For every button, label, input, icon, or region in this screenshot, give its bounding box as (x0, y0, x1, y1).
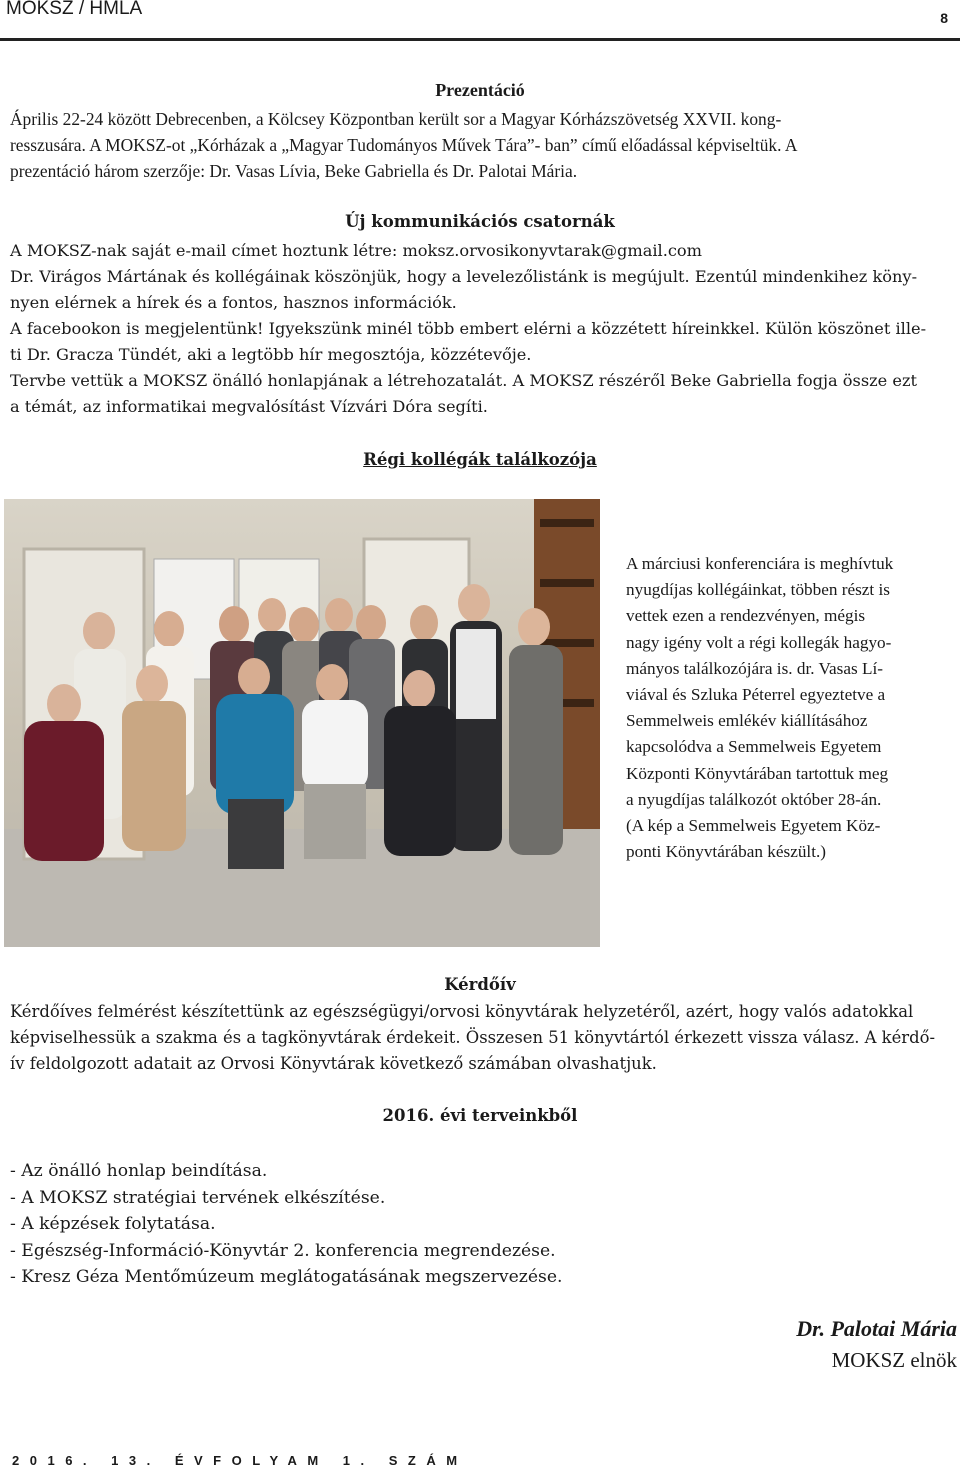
text-line: ív feldolgozott adatait az Orvosi Könyvtárak következő számában olvashatjuk. (10, 1054, 657, 1073)
text-line: Kérdőíves felmérést készítettünk az egészségügyi/orvosi könyvtárak helyzetéről, azért, hogy valós adatokkal (10, 1002, 914, 1021)
group-photo-icon (4, 499, 600, 947)
footer-issue: 2016. 13. ÉVFOLYAM 1. SZÁM (12, 1453, 468, 1468)
signature-role: MOKSZ elnök (831, 1348, 957, 1372)
header-divider (0, 38, 960, 41)
plans-list (10, 1158, 562, 1291)
list-item: - Kresz Géza Mentőmúzeum meglátogatásának megszervezése. (10, 1267, 563, 1287)
text-line: a nyugdíjas találkozót október 28-án. (626, 789, 882, 809)
text-line: (A kép a Semmelweis Egyetem Köz- (626, 816, 881, 836)
text-line: ponti Könyvtárában készült.) (626, 842, 826, 862)
heading-kerdoiv: Kérdőív (444, 975, 516, 994)
list-item: - A képzések folytatása. (10, 1214, 216, 1234)
list-item: - A MOKSZ stratégiai tervének elkészítése. (10, 1187, 386, 1208)
text-line: prezentáció három szerzője: Dr. Vasas Lívia, Beke Gabriella és Dr. Palotai Mária. (10, 161, 578, 181)
text-line: Semmelweis emlékév kiállításához (626, 711, 868, 731)
text-line: nyugdíjas kollégáinkat, többen részt is (626, 580, 890, 600)
list-item: - Egészség-Információ-Könyvtár 2. konferencia megrendezése. (10, 1240, 556, 1261)
text-line: vettek ezen a rendezvényen, mégis (626, 606, 866, 626)
text-line: Április 22-24 között Debrecenben, a Kölcsey Központban került sor a Magyar Kórházszövetség XXVII. kong- (10, 109, 782, 129)
text-line: A facebookon is megjelentünk! Igyekszünk minél több embert elérni a közzétett híreinkkel. Külön köszönet ille- (10, 319, 927, 338)
text-line: kapcsolódva a Semmelweis Egyetem (626, 737, 882, 757)
text-line: a témát, az informatikai megvalósítást Vízvári Dóra segíti. (10, 397, 488, 416)
paragraph-kommunikacio (10, 238, 958, 420)
text-line: A márciusi konferenciára is meghívtuk (626, 554, 894, 573)
signature-name: Dr. Palotai Mária (796, 1316, 957, 1341)
text-line: mányos találkozójára is. dr. Vasas Lí- (626, 658, 883, 678)
paragraph-regi-kollegak (626, 551, 959, 865)
text-line: nagy igény volt a régi kollegák hagyo- (626, 632, 892, 652)
text-line: viával és Szluka Péterrel egyeztetve a (626, 685, 886, 705)
heading-prezentacio: Prezentáció (435, 80, 525, 100)
paragraph-prezentacio (10, 106, 958, 184)
text-line: Dr. Virágos Mártának és kollégáinak köszönjük, hogy a levelezőlistánk is megújult. Ezentúl mindenkihez köny- (10, 267, 918, 286)
heading-tervek: 2016. évi terveinkből (382, 1106, 578, 1125)
text-line: nyen elérnek a hírek és a fontos, hasznos információk. (10, 293, 457, 312)
text-line: ti Dr. Gracza Tündét, aki a legtöbb hír megosztója, közzétevője. (10, 345, 532, 364)
page-number: 8 (940, 10, 948, 26)
text-line: képviselhessük a szakma és a tagkönyvtárak érdekeit. Összesen 51 könyvtártól érkezett vissza válasz. A kérdő- (10, 1028, 936, 1047)
text-line: resszusára. A MOKSZ-ot „Kórházak a „Magyar Tudományos Művek Tára”- ban” című előadással képviseltük. A (10, 135, 798, 155)
heading-kommunikacio: Új kommunikációs csatornák (345, 212, 615, 231)
paragraph-kerdoiv (10, 999, 958, 1077)
text-line: Tervbe vettük a MOKSZ önálló honlapjának a létrehozatalát. A MOKSZ részéről Beke Gabriella fogja össze ezt (10, 371, 918, 390)
text-line: Központi Könyvtárában tartottuk meg (626, 763, 889, 783)
header-title: MOKSZ / HMLA (6, 0, 143, 19)
group-photo (4, 499, 600, 947)
list-item: - Az önálló honlap beindítása. (10, 1161, 268, 1181)
heading-regi-kollegak: Régi kollégák találkozója (363, 450, 597, 469)
text-line: A MOKSZ-nak saját e-mail címet hoztunk létre: moksz.orvosikonyvtarak@gmail.com (10, 241, 703, 260)
